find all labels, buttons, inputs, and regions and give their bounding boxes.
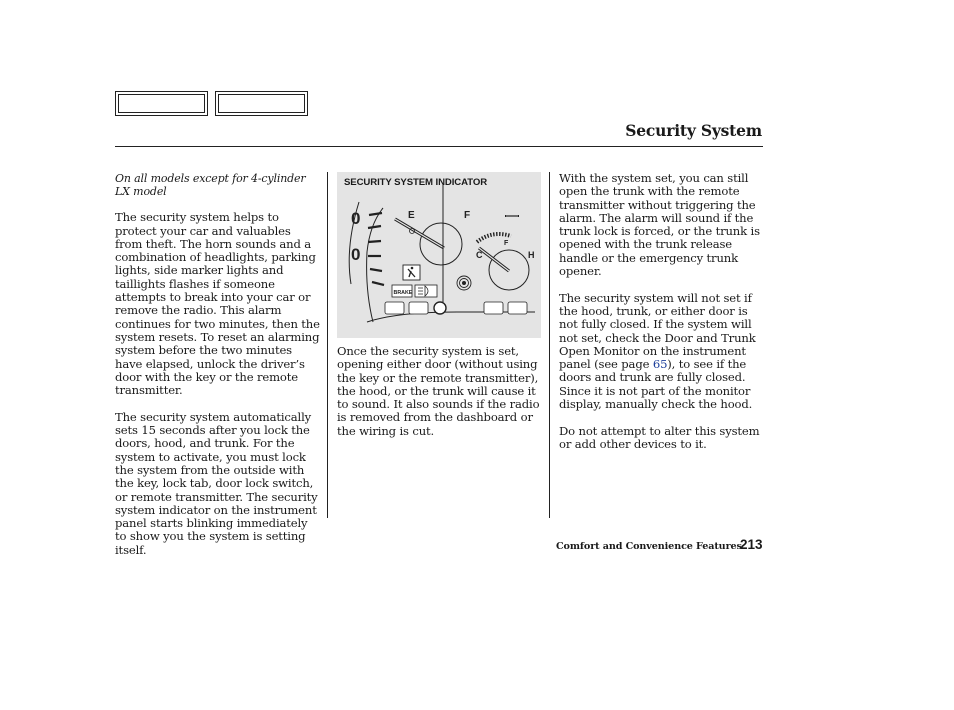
paragraph-auto-set: The security system automatically sets 15 seconds after you lock the doors, hood, and trunk. For the system to activate, you must lock the system from the outside with the key, lock tab, door lock switch, or remote transmitter. The security system indicator on the instrument panel starts blinking immediately to show you the system is setting itself. [115,409,318,557]
column-divider-1 [327,172,328,518]
speed-digit-bottom: 0 [351,245,361,264]
speed-digit-top: 0 [351,209,361,228]
page-number: 213 [740,537,763,552]
header-tab-box-1 [115,91,208,116]
security-indicator-figure [337,172,541,338]
header-tab-box-2 [215,91,308,116]
security-indicator-light-icon [434,302,446,314]
figure-caption: SECURITY SYSTEM INDICATOR [344,177,488,188]
text-column-2 [337,345,541,451]
model-note: On all models except for 4-cylinder LX model [115,172,306,198]
temp-f-label: F [504,240,509,247]
paragraph-will-not-set [559,292,765,412]
paragraph-will-not-set-start: The security system will not set if the hood, trunk, or either door is not fully closed. If the system will not set, check the Door and Trunk Open Monitor on the instrument panel (see page [559,290,756,372]
text-column-3 [559,172,765,465]
speedometer-ticks-icon [368,213,384,285]
fuel-gauge-dial-icon [420,223,462,265]
instrument-panel-illustration [337,172,541,338]
temp-cold-label: C [476,250,483,260]
paragraph-warning: Do not attempt to alter this system or add other devices to it. [559,423,760,451]
fuel-empty-label: E [408,210,415,221]
temp-hot-label: H [528,250,535,260]
paragraph-trunk: With the system set, you can still open the trunk with the remote transmitter without triggering the alarm. The alarm will sound if the trunk lock is forced, or the trunk is opened with the trunk release handle or the emergency trunk opener. [559,171,760,279]
text-column-1 [115,172,320,570]
brake-label: BRAKE [393,290,413,296]
paragraph-will-not-set-end: ), to see if the doors and trunk are fully closed. Since it is not part of the monitor display, manually check the hood. [559,357,753,412]
paragraph-alarm-trigger: Once the security system is set, opening either door (without using the key or the remote transmitter), the hood, or the trunk will cause it to sound. It also sounds if the radio is removed from the dashboard or the wiring is cut. [337,344,540,438]
title-divider [115,146,763,147]
page-title: Security System [625,121,762,140]
column-divider-2 [549,172,550,518]
footer-section-title: Comfort and Convenience Features [556,541,742,552]
page-reference-link[interactable]: 65 [652,357,668,372]
fuel-full-label: F [464,210,471,221]
paragraph-intro: The security system helps to protect your car and valuables from theft. The horn sounds and a combination of headlights, parking lights, side marker lights and taillights flashes if someone attempts to break into your car or remove the radio. This alarm continues for two minutes, then the system resets. To reset an alarming system before the two minutes have elapsed, unlock the driver’s door with the key or the remote transmitter. [115,210,320,398]
